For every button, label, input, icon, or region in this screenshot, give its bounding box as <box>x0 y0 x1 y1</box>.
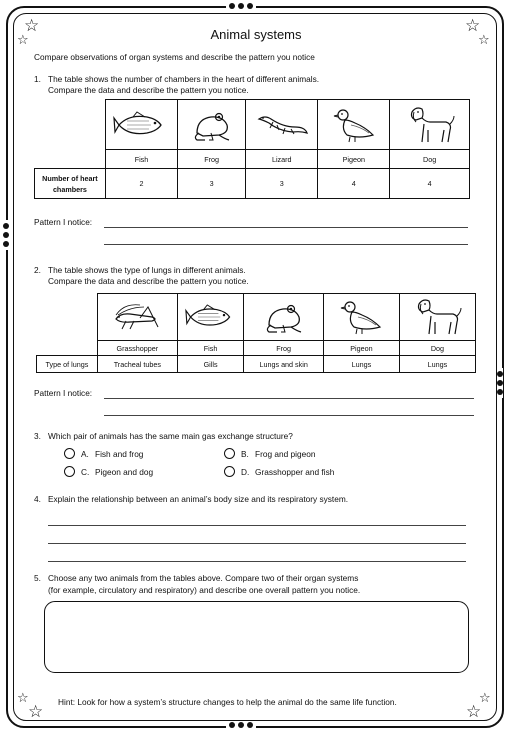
value-cell: Lungs and skin <box>244 356 324 373</box>
q1-answer-line-2[interactable] <box>104 244 468 245</box>
q4-answer-line-3[interactable] <box>48 561 466 562</box>
radio-option-a[interactable] <box>64 448 75 459</box>
q4-answer-line-2[interactable] <box>48 543 466 544</box>
hint-text: Hint: Look for how a system’s structure changes to help the animal do the same life function. <box>58 697 397 707</box>
row-header-lung-type: Type of lungs <box>37 356 98 373</box>
row-header-heart-chambers <box>35 169 106 199</box>
q2-line2: Compare the data and describe the pattern you notice. <box>48 276 249 286</box>
option-a-letter: A. <box>81 449 89 459</box>
option-b-letter: B. <box>241 449 249 459</box>
star-icon: ☆ <box>17 690 29 705</box>
value-cell: 2 <box>105 169 177 199</box>
animal-name-cell: Lizard <box>246 150 318 169</box>
q5-line2: (for example, circulatory and respiratory) and describe one overall pattern you notice. <box>48 585 361 595</box>
value-cell: 4 <box>318 169 390 199</box>
q2-answer-line-1[interactable] <box>104 398 474 399</box>
left-dots-ornament <box>3 220 9 250</box>
intro-text: Compare observations of organ systems and describe the pattern you notice <box>34 52 315 62</box>
top-dots-ornament <box>226 3 256 9</box>
q2-number: 2. <box>34 265 41 275</box>
option-c-letter: C. <box>81 467 90 477</box>
right-dots-ornament <box>497 368 503 398</box>
star-icon: ☆ <box>24 16 40 35</box>
grasshopper-image-cell <box>97 294 177 341</box>
q5-number: 5. <box>34 573 41 583</box>
q2-answer-line-2[interactable] <box>104 415 474 416</box>
pigeon-image-cell <box>324 294 400 341</box>
bottom-dots-ornament <box>226 722 256 728</box>
option-d-text: Grasshopper and fish <box>255 467 335 477</box>
heart-chambers-table <box>34 99 470 199</box>
radio-option-b[interactable] <box>224 448 235 459</box>
star-icon: ☆ <box>17 32 29 47</box>
q2-pattern-label: Pattern I notice: <box>34 388 93 398</box>
star-icon: ☆ <box>466 702 482 721</box>
star-icon: ☆ <box>479 690 491 705</box>
animal-name-cell: Grasshopper <box>97 341 177 356</box>
q1-number: 1. <box>34 74 41 84</box>
lizard-icon <box>255 109 309 141</box>
row-header-line1: Number of heart <box>42 173 98 183</box>
q3-number: 3. <box>34 431 41 441</box>
animal-name-cell: Dog <box>390 150 470 169</box>
q1-line1: The table shows the number of chambers in the heart of different animals. <box>48 74 320 84</box>
radio-option-d[interactable] <box>224 466 235 477</box>
pigeon-icon <box>331 105 377 145</box>
pigeon-image-cell <box>318 100 390 150</box>
option-a-text: Fish and frog <box>95 449 144 459</box>
fish-icon <box>185 301 237 333</box>
pigeon-icon <box>338 297 384 337</box>
q4-question: Explain the relationship between an animal’s body size and its respiratory system. <box>48 494 349 504</box>
option-c-text: Pigeon and dog <box>95 467 154 477</box>
animal-name-cell: Fish <box>105 150 177 169</box>
q4-number: 4. <box>34 494 41 504</box>
star-icon: ☆ <box>478 32 490 47</box>
frog-icon <box>189 107 235 143</box>
q5-line1: Choose any two animals from the tables above. Compare two of their organ systems <box>48 573 359 583</box>
q1-answer-line-1[interactable] <box>104 227 468 228</box>
value-cell: 3 <box>178 169 246 199</box>
value-cell: 3 <box>246 169 318 199</box>
star-icon: ☆ <box>465 16 481 35</box>
value-cell: Gills <box>177 356 243 373</box>
value-cell: Lungs <box>324 356 400 373</box>
animal-name-cell: Fish <box>177 341 243 356</box>
frog-image-cell <box>178 100 246 150</box>
value-cell: 4 <box>390 169 470 199</box>
dog-icon <box>404 104 456 146</box>
q4-answer-line-1[interactable] <box>48 525 466 526</box>
animal-name-cell: Frog <box>178 150 246 169</box>
animal-name-cell: Dog <box>399 341 475 356</box>
q2-line1: The table shows the type of lungs in different animals. <box>48 265 246 275</box>
dog-image-cell <box>390 100 470 150</box>
q5-answer-box[interactable] <box>44 601 469 673</box>
q3-question: Which pair of animals has the same main gas exchange structure? <box>48 431 293 441</box>
animal-name-cell: Pigeon <box>318 150 390 169</box>
value-cell: Tracheal tubes <box>97 356 177 373</box>
option-d-letter: D. <box>241 467 250 477</box>
row-header-line2: chambers <box>52 184 87 194</box>
animal-name-cell: Pigeon <box>324 341 400 356</box>
page-title: Animal systems <box>210 27 302 42</box>
lizard-image-cell <box>246 100 318 150</box>
dog-icon <box>411 296 463 338</box>
fish-icon <box>113 108 169 142</box>
fish-image-cell <box>105 100 177 150</box>
star-icon: ☆ <box>28 702 44 721</box>
grasshopper-icon <box>110 301 164 333</box>
q1-line2: Compare the data and describe the pattern you notice. <box>48 85 249 95</box>
fish-image-cell <box>177 294 243 341</box>
value-cell: Lungs <box>399 356 475 373</box>
lung-type-table <box>36 293 476 373</box>
frog-icon <box>261 299 307 335</box>
radio-option-c[interactable] <box>64 466 75 477</box>
q1-pattern-label: Pattern I notice: <box>34 217 93 227</box>
frog-image-cell <box>244 294 324 341</box>
option-b-text: Frog and pigeon <box>255 449 316 459</box>
dog-image-cell <box>399 294 475 341</box>
animal-name-cell: Frog <box>244 341 324 356</box>
